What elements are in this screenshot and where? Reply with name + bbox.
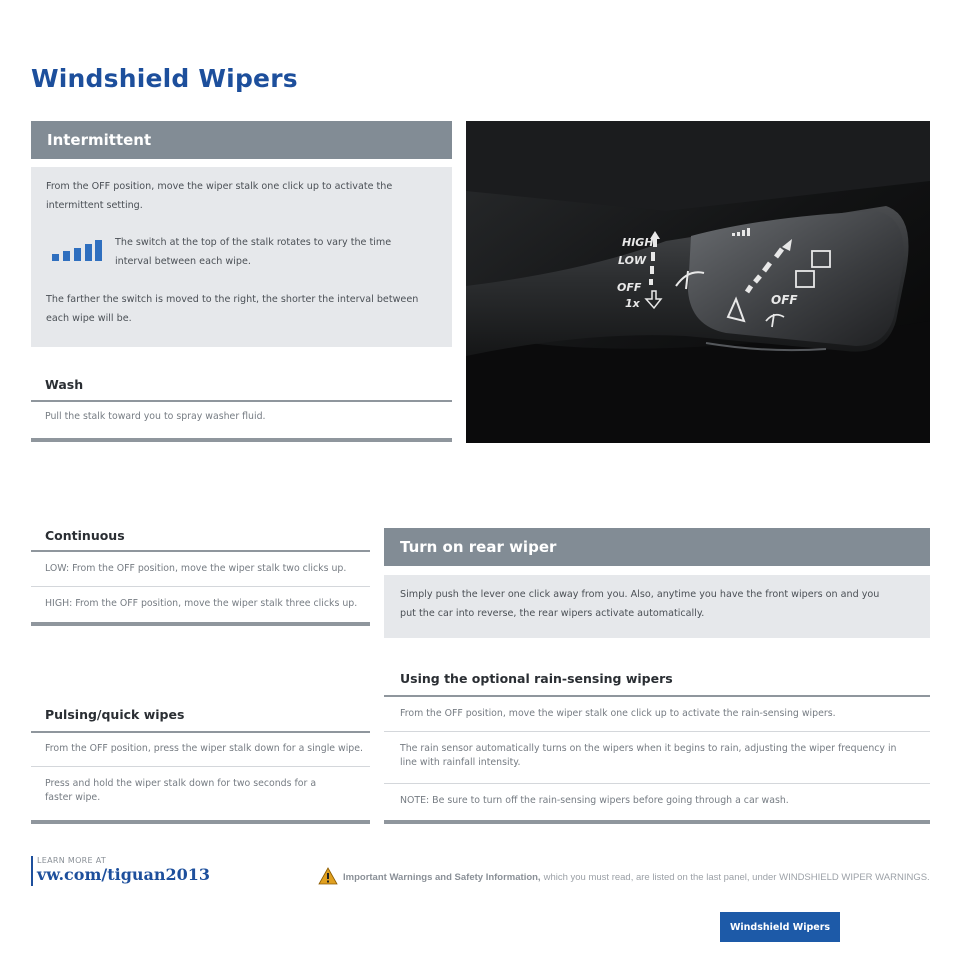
wiper-stalk-illustration [466,121,930,443]
rain-sensing-text2: The rain sensor automatically turns on the wipers when it begins to rain, adjusting the wiper frequency in line with rainfall intensity. [400,743,897,768]
wash-text: Pull the stalk toward you to spray washer fluid. [45,411,266,422]
rain-sensing-text1: From the OFF position, move the wiper stalk one click up to activate the rain-sensing wipers. [400,708,836,719]
pulsing-heading: Pulsing/quick wipes [45,707,185,722]
rear-wiper-heading: Turn on rear wiper [400,538,557,556]
rear-wiper-header [384,528,930,566]
label-low: LOW [618,254,647,267]
intermittent-heading: Intermittent [47,131,152,149]
continuous-low-text: LOW: From the OFF position, move the wiper stalk two clicks up. [45,563,347,574]
rain-sensing-divider1 [384,731,930,732]
label-off-right: OFF [771,293,798,307]
wash-bottom-rule [31,438,452,442]
section-tab [720,912,840,942]
warning-bold-text: Important Warnings and Safety Information, [343,872,541,883]
section-tab-label: Windshield Wipers [729,921,831,933]
learn-more-label: LEARN MORE AT [37,856,107,865]
continuous-bottom-rule [31,622,370,626]
intermittent-header [31,121,452,159]
warning-triangle-icon [318,867,338,888]
pulsing-divider [31,766,370,767]
wash-heading: Wash [45,377,84,392]
pulsing-rule [31,731,370,733]
rain-sensing-bottom-rule [384,820,930,824]
continuous-rule [31,550,370,552]
wiper-stalk-photo [466,121,930,443]
label-off-left: OFF [617,281,642,294]
pulsing-text1: From the OFF position, press the wiper stalk down for a single wipe. [45,743,364,754]
rear-wiper-text: Simply push the lever one click away from you. Also, anytime you have the front wipers on and you put the car into reverse, the rear wipers activate automatically. [400,589,880,619]
label-1x: 1x [625,297,640,310]
continuous-divider [31,586,370,587]
interval-bars-icon [52,240,102,269]
continuous-high-text: HIGH: From the OFF position, move the wiper stalk three clicks up. [45,598,358,609]
intermittent-para3: The farther the switch is moved to the right, the shorter the interval between each wipe will be. [46,294,419,324]
learn-more-url[interactable]: vw.com/tiguan2013 [37,865,211,884]
warning-text: which you must read, are listed on the last panel, under WINDSHIELD WIPER WARNINGS. [543,872,930,883]
page-title: Windshield Wipers [31,64,298,93]
warning-notice [318,867,930,888]
rear-wiper-box [384,575,930,638]
label-high: HIGH [622,236,654,249]
intermittent-box [31,167,452,347]
pulsing-text2: Press and hold the wiper stalk down for two seconds for a faster wipe. [45,778,317,803]
continuous-heading: Continuous [45,528,125,543]
rain-sensing-divider2 [384,783,930,784]
pulsing-bottom-rule [31,820,370,824]
rain-sensing-heading: Using the optional rain-sensing wipers [400,671,673,686]
wash-rule [31,400,452,402]
rain-sensing-text3: NOTE: Be sure to turn off the rain-sensing wipers before going through a car wash. [400,795,789,806]
rain-sensing-rule [384,695,930,697]
learn-more-link[interactable] [31,856,210,886]
intermittent-para2: The switch at the top of the stalk rotates to vary the time interval between each wipe. [115,237,392,267]
intermittent-para1: From the OFF position, move the wiper stalk one click up to activate the intermittent setting. [46,181,393,211]
